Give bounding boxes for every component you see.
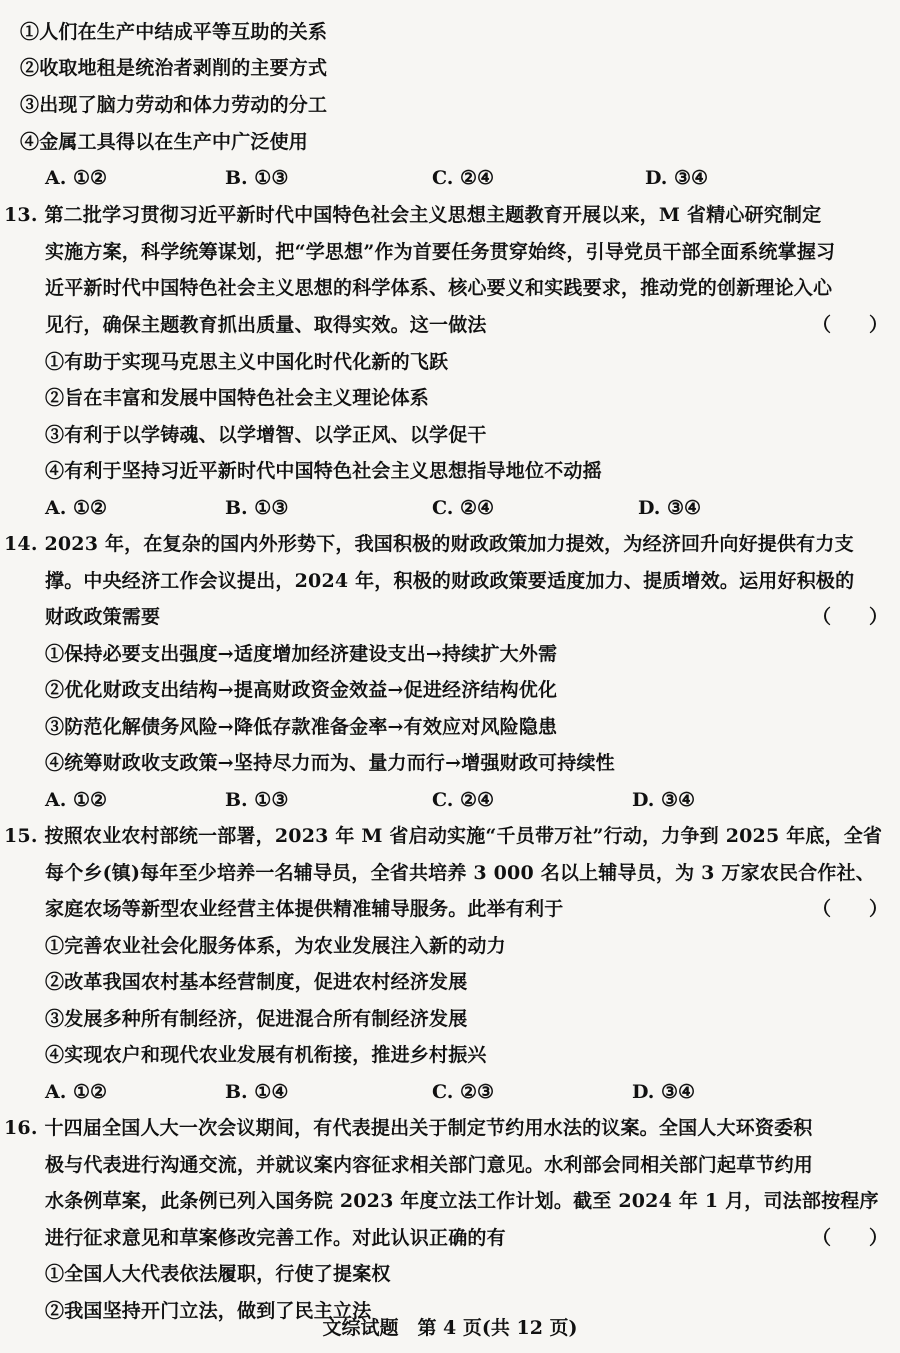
q14-item-3: ③防范化解债务风险→降低存款准备金率→有效应对风险隐患 bbox=[45, 716, 558, 738]
q15-item-1: ①完善农业社会化服务体系，为农业发展注入新的动力 bbox=[45, 935, 506, 957]
q12-item-1: ①人们在生产中结成平等互助的关系 bbox=[20, 21, 328, 43]
q14-item-1: ①保持必要支出强度→适度增加经济建设支出→持续扩大外需 bbox=[45, 643, 558, 665]
q15-stem-line-1: 15. 按照农业农村部统一部署，2023 年 M 省启动实施“千员带万社”行动，力争到 2025 年底，全省 bbox=[4, 825, 883, 847]
q14-item-2: ②优化财政支出结构→提高财政资金效益→促进经济结构优化 bbox=[45, 679, 558, 701]
q12-item-3: ③出现了脑力劳动和体力劳动的分工 bbox=[20, 94, 328, 116]
q16-stem-line-1: 16. 十四届全国人大一次会议期间，有代表提出关于制定节约用水法的议案。全国人大环资委积 bbox=[4, 1117, 813, 1139]
q15-option-a: A. ①② bbox=[45, 1081, 108, 1103]
q14-stem-line-1: 14. 2023 年，在复杂的国内外形势下，我国积极的财政政策加力提效，为经济回升向好提供有力支 bbox=[4, 533, 854, 555]
q14-stem-line-3: 财政政策需要 bbox=[45, 606, 161, 628]
q12-option-a: A. ①② bbox=[45, 167, 108, 189]
q16-stem-line-4: 进行征求意见和草案修改完善工作。对此认识正确的有 bbox=[45, 1227, 506, 1249]
q12-option-d: D. ③④ bbox=[645, 167, 709, 189]
q13-option-a: A. ①② bbox=[45, 497, 108, 519]
q14-option-c: C. ②④ bbox=[432, 789, 495, 811]
page-footer: 文综试题 第 4 页(共 12 页) bbox=[322, 1317, 578, 1339]
q16-item-2: ②我国坚持开门立法，做到了民主立法 bbox=[45, 1300, 372, 1322]
q16-item-1: ①全国人大代表依法履职，行使了提案权 bbox=[45, 1263, 391, 1285]
q13-option-b: B. ①③ bbox=[225, 497, 289, 519]
q13-stem-line-1: 13. 第二批学习贯彻习近平新时代中国特色社会主义思想主题教育开展以来，M 省精心研究制定 bbox=[4, 204, 822, 226]
q15-item-4: ④实现农户和现代农业发展有机衔接，推进乡村振兴 bbox=[45, 1044, 487, 1066]
q16-stem-line-3: 水条例草案，此条例已列入国务院 2023 年度立法工作计划。截至 2024 年 1 月，司法部按程序 bbox=[45, 1190, 879, 1212]
q14-option-a: A. ①② bbox=[45, 789, 108, 811]
q13-stem-line-3: 近平新时代中国特色社会主义思想的科学体系、核心要义和实践要求，推动党的创新理论入心 bbox=[45, 277, 833, 299]
q13-item-4: ④有利于坚持习近平新时代中国特色社会主义思想指导地位不动摇 bbox=[45, 460, 602, 482]
q15-option-b: B. ①④ bbox=[225, 1081, 289, 1103]
q12-option-b: B. ①③ bbox=[225, 167, 289, 189]
q14-stem-line-2: 撑。中央经济工作会议提出，2024 年，积极的财政政策要适度加力、提质增效。运用好积极的 bbox=[45, 570, 855, 592]
q15-answer-paren: （ ） bbox=[812, 898, 889, 920]
q14-option-d: D. ③④ bbox=[632, 789, 696, 811]
q13-item-3: ③有利于以学铸魂、以学增智、以学正风、以学促干 bbox=[45, 424, 487, 446]
q12-item-4: ④金属工具得以在生产中广泛使用 bbox=[20, 131, 309, 153]
q15-stem-line-3: 家庭农场等新型农业经营主体提供精准辅导服务。此举有利于 bbox=[45, 898, 564, 920]
q13-item-1: ①有助于实现马克思主义中国化时代化新的飞跃 bbox=[45, 351, 449, 373]
q13-item-2: ②旨在丰富和发展中国特色社会主义理论体系 bbox=[45, 387, 430, 409]
q13-option-c: C. ②④ bbox=[432, 497, 495, 519]
q13-stem-line-4: 见行，确保主题教育抓出质量、取得实效。这一做法 bbox=[45, 314, 487, 336]
q12-item-2: ②收取地租是统治者剥削的主要方式 bbox=[20, 57, 328, 79]
q12-option-c: C. ②④ bbox=[432, 167, 495, 189]
q13-stem-line-2: 实施方案，科学统筹谋划，把“学思想”作为首要任务贯穿始终，引导党员干部全面系统掌握习 bbox=[45, 241, 836, 263]
q15-item-2: ②改革我国农村基本经营制度，促进农村经济发展 bbox=[45, 971, 468, 993]
q15-option-d: D. ③④ bbox=[632, 1081, 696, 1103]
q14-option-b: B. ①③ bbox=[225, 789, 289, 811]
q15-option-c: C. ②③ bbox=[432, 1081, 495, 1103]
q16-stem-line-2: 极与代表进行沟通交流，并就议案内容征求相关部门意见。水利部会同相关部门起草节约用 bbox=[45, 1154, 814, 1176]
q13-answer-paren: （ ） bbox=[812, 314, 889, 336]
q14-item-4: ④统筹财政收支政策→坚持尽力而为、量力而行→增强财政可持续性 bbox=[45, 752, 615, 774]
q13-option-d: D. ③④ bbox=[638, 497, 702, 519]
q15-stem-line-2: 每个乡(镇)每年至少培养一名辅导员，全省共培养 3 000 名以上辅导员，为 3 万家农民合作社、 bbox=[45, 862, 875, 884]
q15-item-3: ③发展多种所有制经济，促进混合所有制经济发展 bbox=[45, 1008, 468, 1030]
q16-answer-paren: （ ） bbox=[812, 1227, 889, 1249]
q14-answer-paren: （ ） bbox=[812, 606, 889, 628]
